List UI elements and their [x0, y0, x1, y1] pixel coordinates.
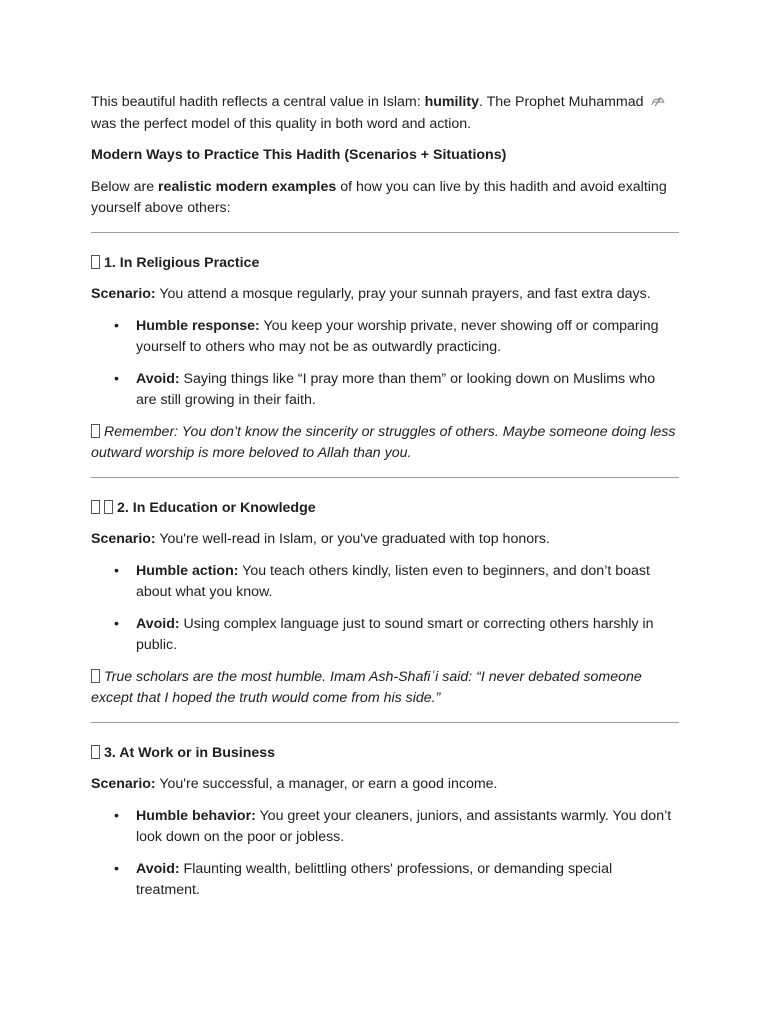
- scenario-text: You're successful, a manager, or earn a good income.: [155, 776, 498, 792]
- divider: [91, 477, 679, 478]
- section-heading-education: [91, 498, 679, 520]
- modern-ways-heading: Modern Ways to Practice This Hadith (Scenarios + Situations): [91, 147, 507, 163]
- item-label: Avoid:: [136, 860, 180, 877]
- item-text: You teach others kindly, listen even to beginners, and don’t boast about what you know.: [136, 562, 650, 600]
- item-text: Flaunting wealth, belittling others' professions, or demanding special treatment.: [136, 860, 613, 898]
- bullet-list: [91, 316, 679, 412]
- emoji-placeholder-icon: [91, 424, 100, 438]
- item-label: Avoid:: [136, 615, 180, 632]
- emoji-placeholder-icon: [91, 745, 100, 759]
- section-heading-religious-practice: [91, 253, 679, 275]
- section-title: 2. In Education or Knowledge: [117, 499, 316, 516]
- below-text: Below are: [91, 178, 159, 195]
- bullet-list: [91, 806, 679, 902]
- list-item: [136, 859, 679, 902]
- scenario-paragraph: [91, 284, 679, 306]
- list-item: [136, 316, 679, 359]
- note-paragraph: [91, 422, 679, 465]
- section-heading-work-business: [91, 743, 679, 765]
- section-title: 3. At Work or in Business: [104, 744, 276, 761]
- scenario-label: Scenario:: [91, 531, 156, 547]
- item-label: Humble response:: [136, 317, 260, 334]
- note-text: True scholars are the most humble. Imam Ash-Shafiʿi said: “I never debated someone except that I hoped the truth would come from his side.”: [91, 668, 642, 706]
- item-label: Humble action:: [136, 562, 239, 579]
- item-label: Humble behavior:: [136, 807, 256, 824]
- list-item: [136, 806, 679, 849]
- scenario-label: Scenario:: [91, 776, 156, 792]
- item-label: Avoid:: [136, 370, 180, 387]
- list-item: [136, 614, 679, 657]
- item-text: You greet your cleaners, juniors, and assistants warmly. You don’t look down on the poor or jobless.: [136, 807, 672, 845]
- intro-text: This beautiful hadith reflects a central value in Islam:: [91, 94, 425, 110]
- divider: [91, 232, 679, 233]
- section-title: 1. In Religious Practice: [104, 254, 260, 271]
- bullet-list: [91, 561, 679, 657]
- note-paragraph: [91, 667, 679, 710]
- emoji-placeholder-icon: [91, 255, 100, 269]
- document-content: [91, 92, 679, 912]
- note-text: Remember: You don’t know the sincerity or struggles of others. Maybe someone doing less outward worship is more beloved to Allah than you.: [91, 423, 676, 461]
- list-item: [136, 369, 679, 412]
- below-bold: realistic modern examples: [158, 178, 337, 195]
- item-text: Using complex language just to sound smart or correcting others harshly in public.: [136, 615, 654, 653]
- intro-text-end: was the perfect model of this quality in both word and action.: [91, 115, 472, 132]
- below-paragraph: [91, 177, 679, 220]
- divider: [91, 722, 679, 723]
- below-text-end: of how you can live by this hadith and avoid exalting yourself above others:: [91, 178, 667, 216]
- scenario-paragraph: [91, 529, 679, 551]
- intro-paragraph: [91, 92, 679, 135]
- emoji-placeholder-icon: [91, 500, 100, 514]
- intro-text-continued: . The Prophet Muhammad: [478, 94, 644, 110]
- item-text: You keep your worship private, never showing off or comparing yourself to others who may not be as outwardly practicing.: [136, 317, 659, 355]
- scenario-text: You attend a mosque regularly, pray your sunnah prayers, and fast extra days.: [155, 286, 651, 302]
- list-item: [136, 561, 679, 604]
- scenario-text: You're well-read in Islam, or you've graduated with top honors.: [155, 531, 550, 547]
- scenario-paragraph: [91, 774, 679, 796]
- emoji-placeholder-icon: [91, 669, 100, 683]
- salawat-seal-icon: [650, 94, 666, 108]
- intro-bold: humility: [424, 94, 479, 110]
- emoji-placeholder-icon: [104, 500, 113, 514]
- item-text: Saying things like “I pray more than them” or looking down on Muslims who are still growing in their faith.: [136, 370, 656, 408]
- scenario-label: Scenario:: [91, 286, 156, 302]
